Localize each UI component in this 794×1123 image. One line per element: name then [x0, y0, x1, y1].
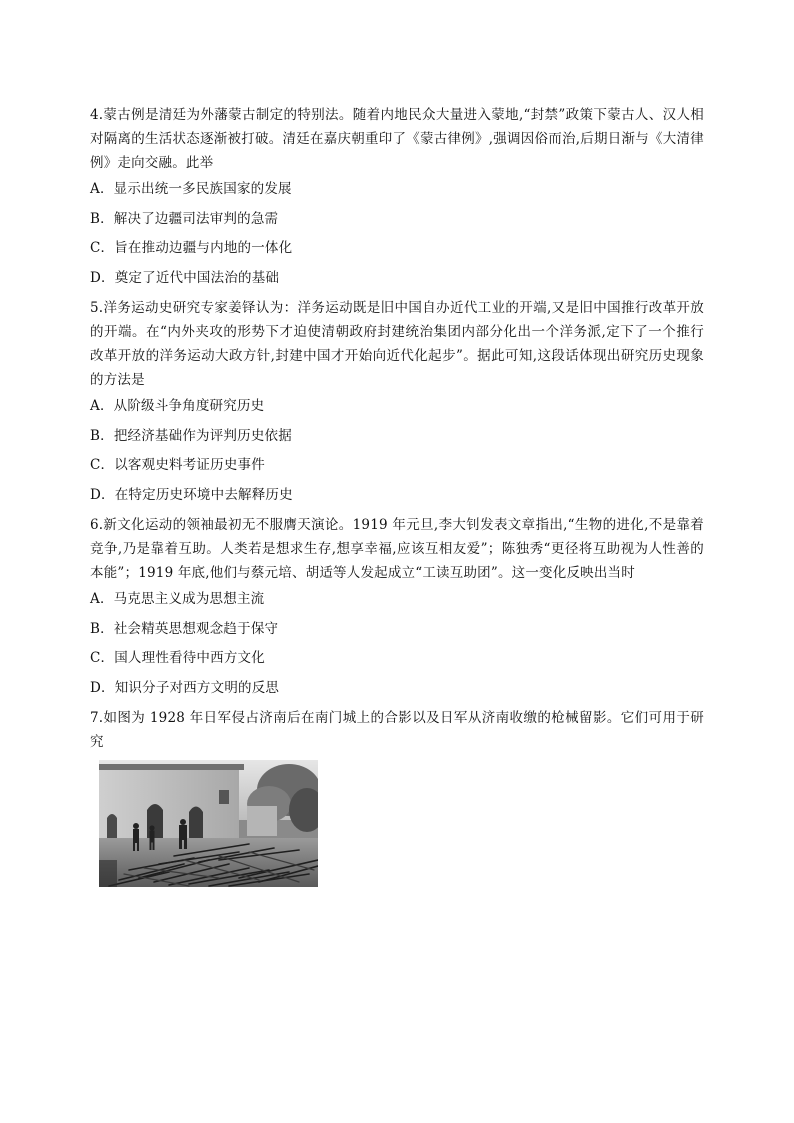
question-stem: 6.新文化运动的领袖最初无不服膺天演论。1919 年元旦,李大钊发表文章指出,“生物的进化,不是靠着竞争,乃是靠着互助。人类若是想求生存,想享幸福,应该互相友爱”；陈独秀“更径将互助视为人性善的本能”；1919 年底,他们与蔡元培、胡适等人发起成立“工读互助团”。这一变化反映出当时: [90, 517, 704, 581]
option-d[interactable]: D．知识分子对西方文明的反思: [90, 679, 280, 696]
option-b[interactable]: B．解决了边疆司法审判的急需: [90, 210, 279, 227]
historical-photo-icon: [99, 760, 318, 887]
option-a[interactable]: A．显示出统一多民族国家的发展: [90, 181, 292, 197]
question-stem: 4.蒙古例是清廷为外藩蒙古制定的特别法。随着内地民众大量进入蒙地,“封禁”政策下蒙古人、汉人相对隔离的生活状态逐渐被打破。清廷在嘉庆朝重印了《蒙古律例》,强调因俗而治,后期日渐与《大清律例》走向交融。此举: [90, 107, 704, 171]
question-stem: 7.如图为 1928 年日军侵占济南后在南门城上的合影以及日军从济南收缴的枪械留影。它们可用于研究: [90, 710, 704, 750]
question-5: [90, 296, 704, 510]
option-a[interactable]: A．马克思主义成为思想主流: [90, 591, 265, 607]
question-4: [90, 103, 704, 293]
question-6: [90, 513, 704, 703]
option-c[interactable]: C．国人理性看待中西方文化: [90, 650, 265, 666]
option-list: [90, 392, 704, 510]
option-b[interactable]: B．把经济基础作为评判历史依据: [90, 427, 292, 444]
question-stem: 5.洋务运动史研究专家姜铎认为：洋务运动既是旧中国自办近代工业的开端,又是旧中国推行改革开放的开端。在“内外夹攻的形势下才迫使清朝政府封建统治集团内部分化出一个洋务派,定下了一个推行改革开放的洋务运动大政方针,封建中国才开始向近代化起步”。据此可知,这段话体现出研究历史现象的方法是: [90, 300, 704, 388]
option-b[interactable]: B．社会精英思想观念趋于保守: [90, 620, 279, 637]
question-7: [90, 706, 704, 754]
option-d[interactable]: D．奠定了近代中国法治的基础: [90, 269, 280, 286]
option-list: [90, 585, 704, 703]
option-c[interactable]: C．旨在推动边疆与内地的一体化: [90, 240, 293, 256]
exam-page-content: [90, 103, 704, 887]
option-d[interactable]: D．在特定历史环境中去解释历史: [90, 486, 293, 503]
option-list: [90, 175, 704, 293]
photo-illustration: [99, 760, 318, 887]
option-a[interactable]: A．从阶级斗争角度研究历史: [90, 398, 265, 414]
option-c[interactable]: C．以客观史料考证历史事件: [90, 457, 265, 473]
